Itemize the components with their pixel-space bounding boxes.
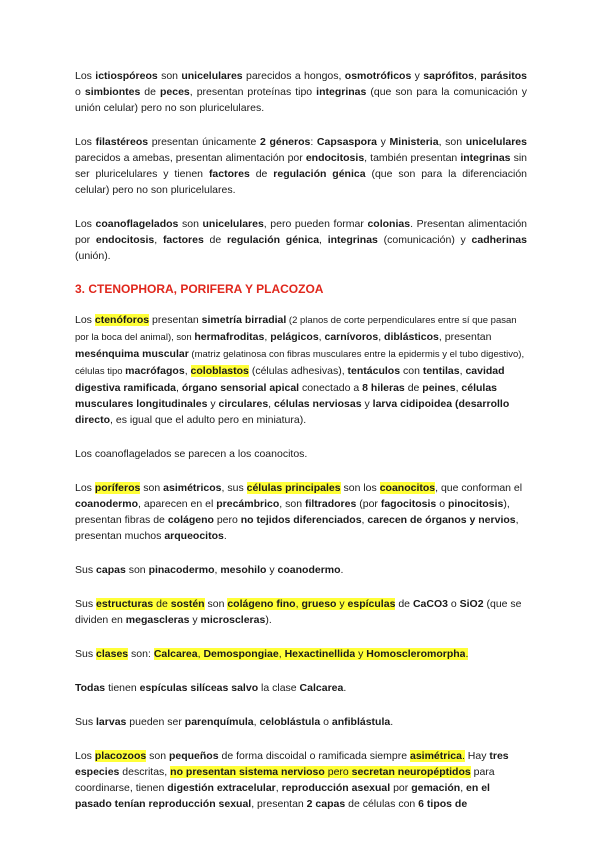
paragraph-filastereos: Los filastéreos presentan únicamente 2 géneros: Capsaspora y Ministeria, son unicelulares parecidos a amebas, presentan alimentación por endocitosis, también presentan integrinas sin ser pluricelulares y tienen factores de regulación génica (que son para la diferenciación celular) pero no son pluricelulares. (75, 136, 528, 196)
paragraph-larvas: Sus larvas pueden ser parenquímula, celoblástula o anfiblástula. (75, 716, 394, 728)
paragraph-ictiosporeos: Los ictiospóreos son unicelulares parecidos a hongos, osmotróficos y saprófitos, parásitos o simbiontes de peces, presentan proteínas tipo integrinas (que son para la comunicación y unión celular) pero no son pluricelulares. (75, 70, 527, 114)
paragraph-capas: Sus capas son pinacodermo, mesohilo y coanodermo. (75, 564, 344, 576)
paragraph-poriferos: Los poríferos son asimétricos, sus células principales son los coanocitos, que conforman el coanodermo, aparecen en el precámbrico, son filtradores (por fagocitosis o pinocitosis), presentan fibras de colágeno pero no tejidos diferenciados, carecen de órganos y nervios, presentan muchos arqueocitos. (75, 482, 523, 542)
section-heading: 3. CTENOPHORA, PORIFERA Y PLACOZOA (75, 282, 324, 296)
paragraph-clases: Sus clases son: Calcarea, Demospongiae, Hexactinellida y Homoscleromorpha. (75, 648, 469, 660)
paragraph-ctenoforos: Los ctenóforos presentan simetría birradial (2 planos de corte perpendiculares entre sí que pasan por la boca del animal), son hermafroditas, pelágicos, carnívoros, diblásticos, presentan mesénquima muscular (matriz gelatinosa con fibras musculares entre la epidermis y el tubo digestivo), células tipo macrófagos, coloblastos (células adhesivas), tentáculos con tentilas, cavidad digestiva ramificada, órgano sensorial apical conectado a 8 hileras de peines, células musculares longitudinales y circulares, células nerviosas y larva cidipoidea (desarrollo directo, es igual que el adulto pero en miniatura). (75, 314, 525, 426)
document-page (75, 68, 527, 830)
paragraph-coanoflagelados: Los coanoflagelados son unicelulares, pero pueden formar colonias. Presentan alimentación por endocitosis, factores de regulación génica, integrinas (comunicación) y cadherinas (unión). (75, 218, 527, 262)
paragraph-coanoflagelados-note: Los coanoflagelados se parecen a los coanocitos. (75, 448, 308, 460)
paragraph-estructuras: Sus estructuras de sostén son colágeno fino, grueso y espículas de CaCO3 o SiO2 (que se dividen en megascleras y microscleras). (75, 598, 522, 626)
paragraph-espiculas: Todas tienen espículas silíceas salvo la clase Calcarea. (75, 682, 347, 694)
paragraph-placozoos: Los placozoos son pequeños de forma discoidal o ramificada siempre asimétrica. Hay tres especies descritas, no presentan sistema nervioso pero secretan neuropéptidos para coordinarse, tienen digestión extracelular, reproducción asexual por gemación, en el pasado tenían reproducción sexual, presentan 2 capas de células con 6 tipos de (75, 750, 509, 810)
